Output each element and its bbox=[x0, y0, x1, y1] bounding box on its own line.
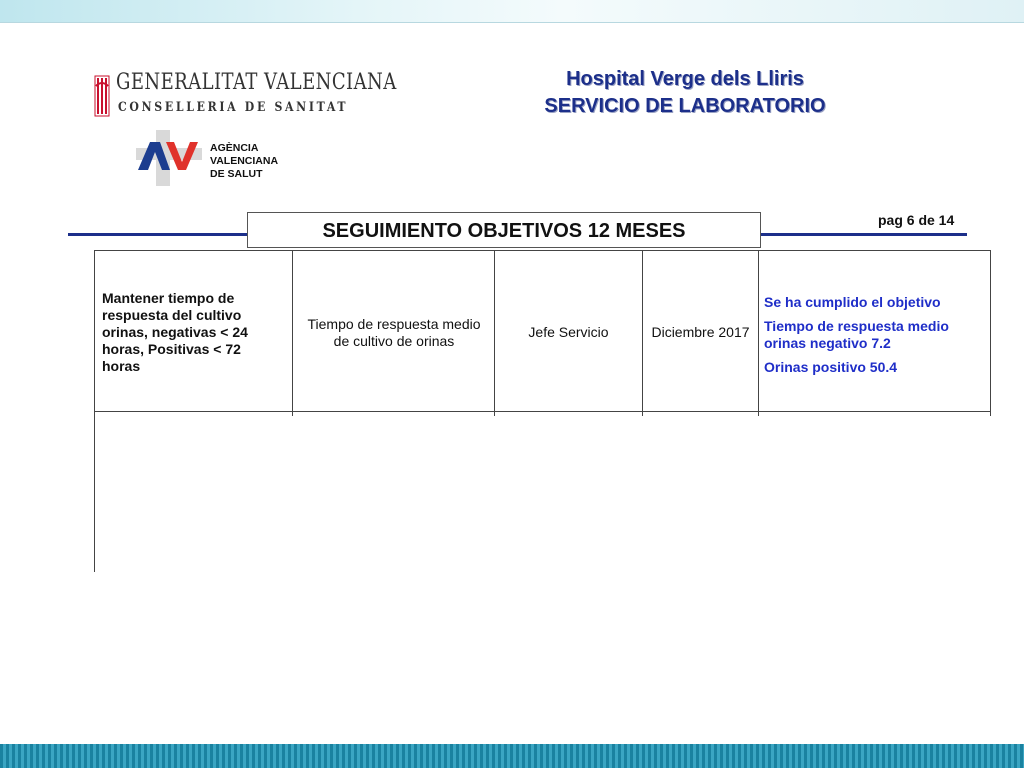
hospital-heading bbox=[520, 66, 850, 120]
objective-cell: Mantener tiempo de respuesta del cultivo orinas, negativas < 24 horas, Positivas < 72 horas bbox=[102, 290, 248, 374]
table-col-divider-2 bbox=[494, 250, 495, 416]
table-left-border bbox=[94, 250, 95, 572]
agencia-logo bbox=[136, 130, 286, 186]
result-status: Se ha cumplido el objetivo bbox=[764, 294, 941, 310]
responsible-cell: Jefe Servicio bbox=[528, 324, 609, 340]
generalitat-name: GENERALITAT VALENCIANA bbox=[116, 70, 397, 95]
service-name: SERVICIO DE LABORATORIO bbox=[544, 95, 826, 117]
results-cell bbox=[764, 294, 984, 383]
agencia-av-icon bbox=[136, 130, 202, 186]
conselleria-name: CONSELLERIA DE SANITAT bbox=[118, 100, 349, 115]
generalitat-logo bbox=[94, 70, 397, 122]
result-positive-time: Orinas positivo 50.4 bbox=[764, 359, 898, 375]
date-cell: Diciembre 2017 bbox=[651, 324, 750, 340]
agencia-text bbox=[210, 142, 278, 181]
bottom-decoration-bar bbox=[0, 744, 1024, 768]
result-negative-time: Tiempo de respuesta medio orinas negativo 7.2 bbox=[764, 318, 949, 351]
objectives-table bbox=[94, 250, 991, 572]
table-top-border bbox=[94, 250, 991, 251]
table-row-divider bbox=[94, 411, 991, 412]
table-right-border bbox=[990, 250, 991, 416]
indicator-cell: Tiempo de respuesta medio de cultivo de orinas bbox=[307, 316, 481, 349]
title-rule-left bbox=[68, 233, 248, 236]
table-col-divider-1 bbox=[292, 250, 293, 416]
agencia-line-2: VALENCIANA bbox=[210, 155, 279, 167]
generalitat-emblem-icon bbox=[94, 74, 110, 118]
top-decoration-bar bbox=[0, 0, 1024, 23]
agencia-line-3: DE SALUT bbox=[210, 168, 263, 180]
table-col-divider-4 bbox=[758, 250, 759, 416]
agencia-line-1: AGÈNCIA bbox=[210, 142, 259, 154]
section-title: SEGUIMIENTO OBJETIVOS 12 MESES bbox=[247, 212, 761, 248]
page-number: pag 6 de 14 bbox=[878, 212, 955, 228]
hospital-name: Hospital Verge dels Lliris bbox=[566, 68, 804, 90]
title-rule-right bbox=[760, 233, 967, 236]
